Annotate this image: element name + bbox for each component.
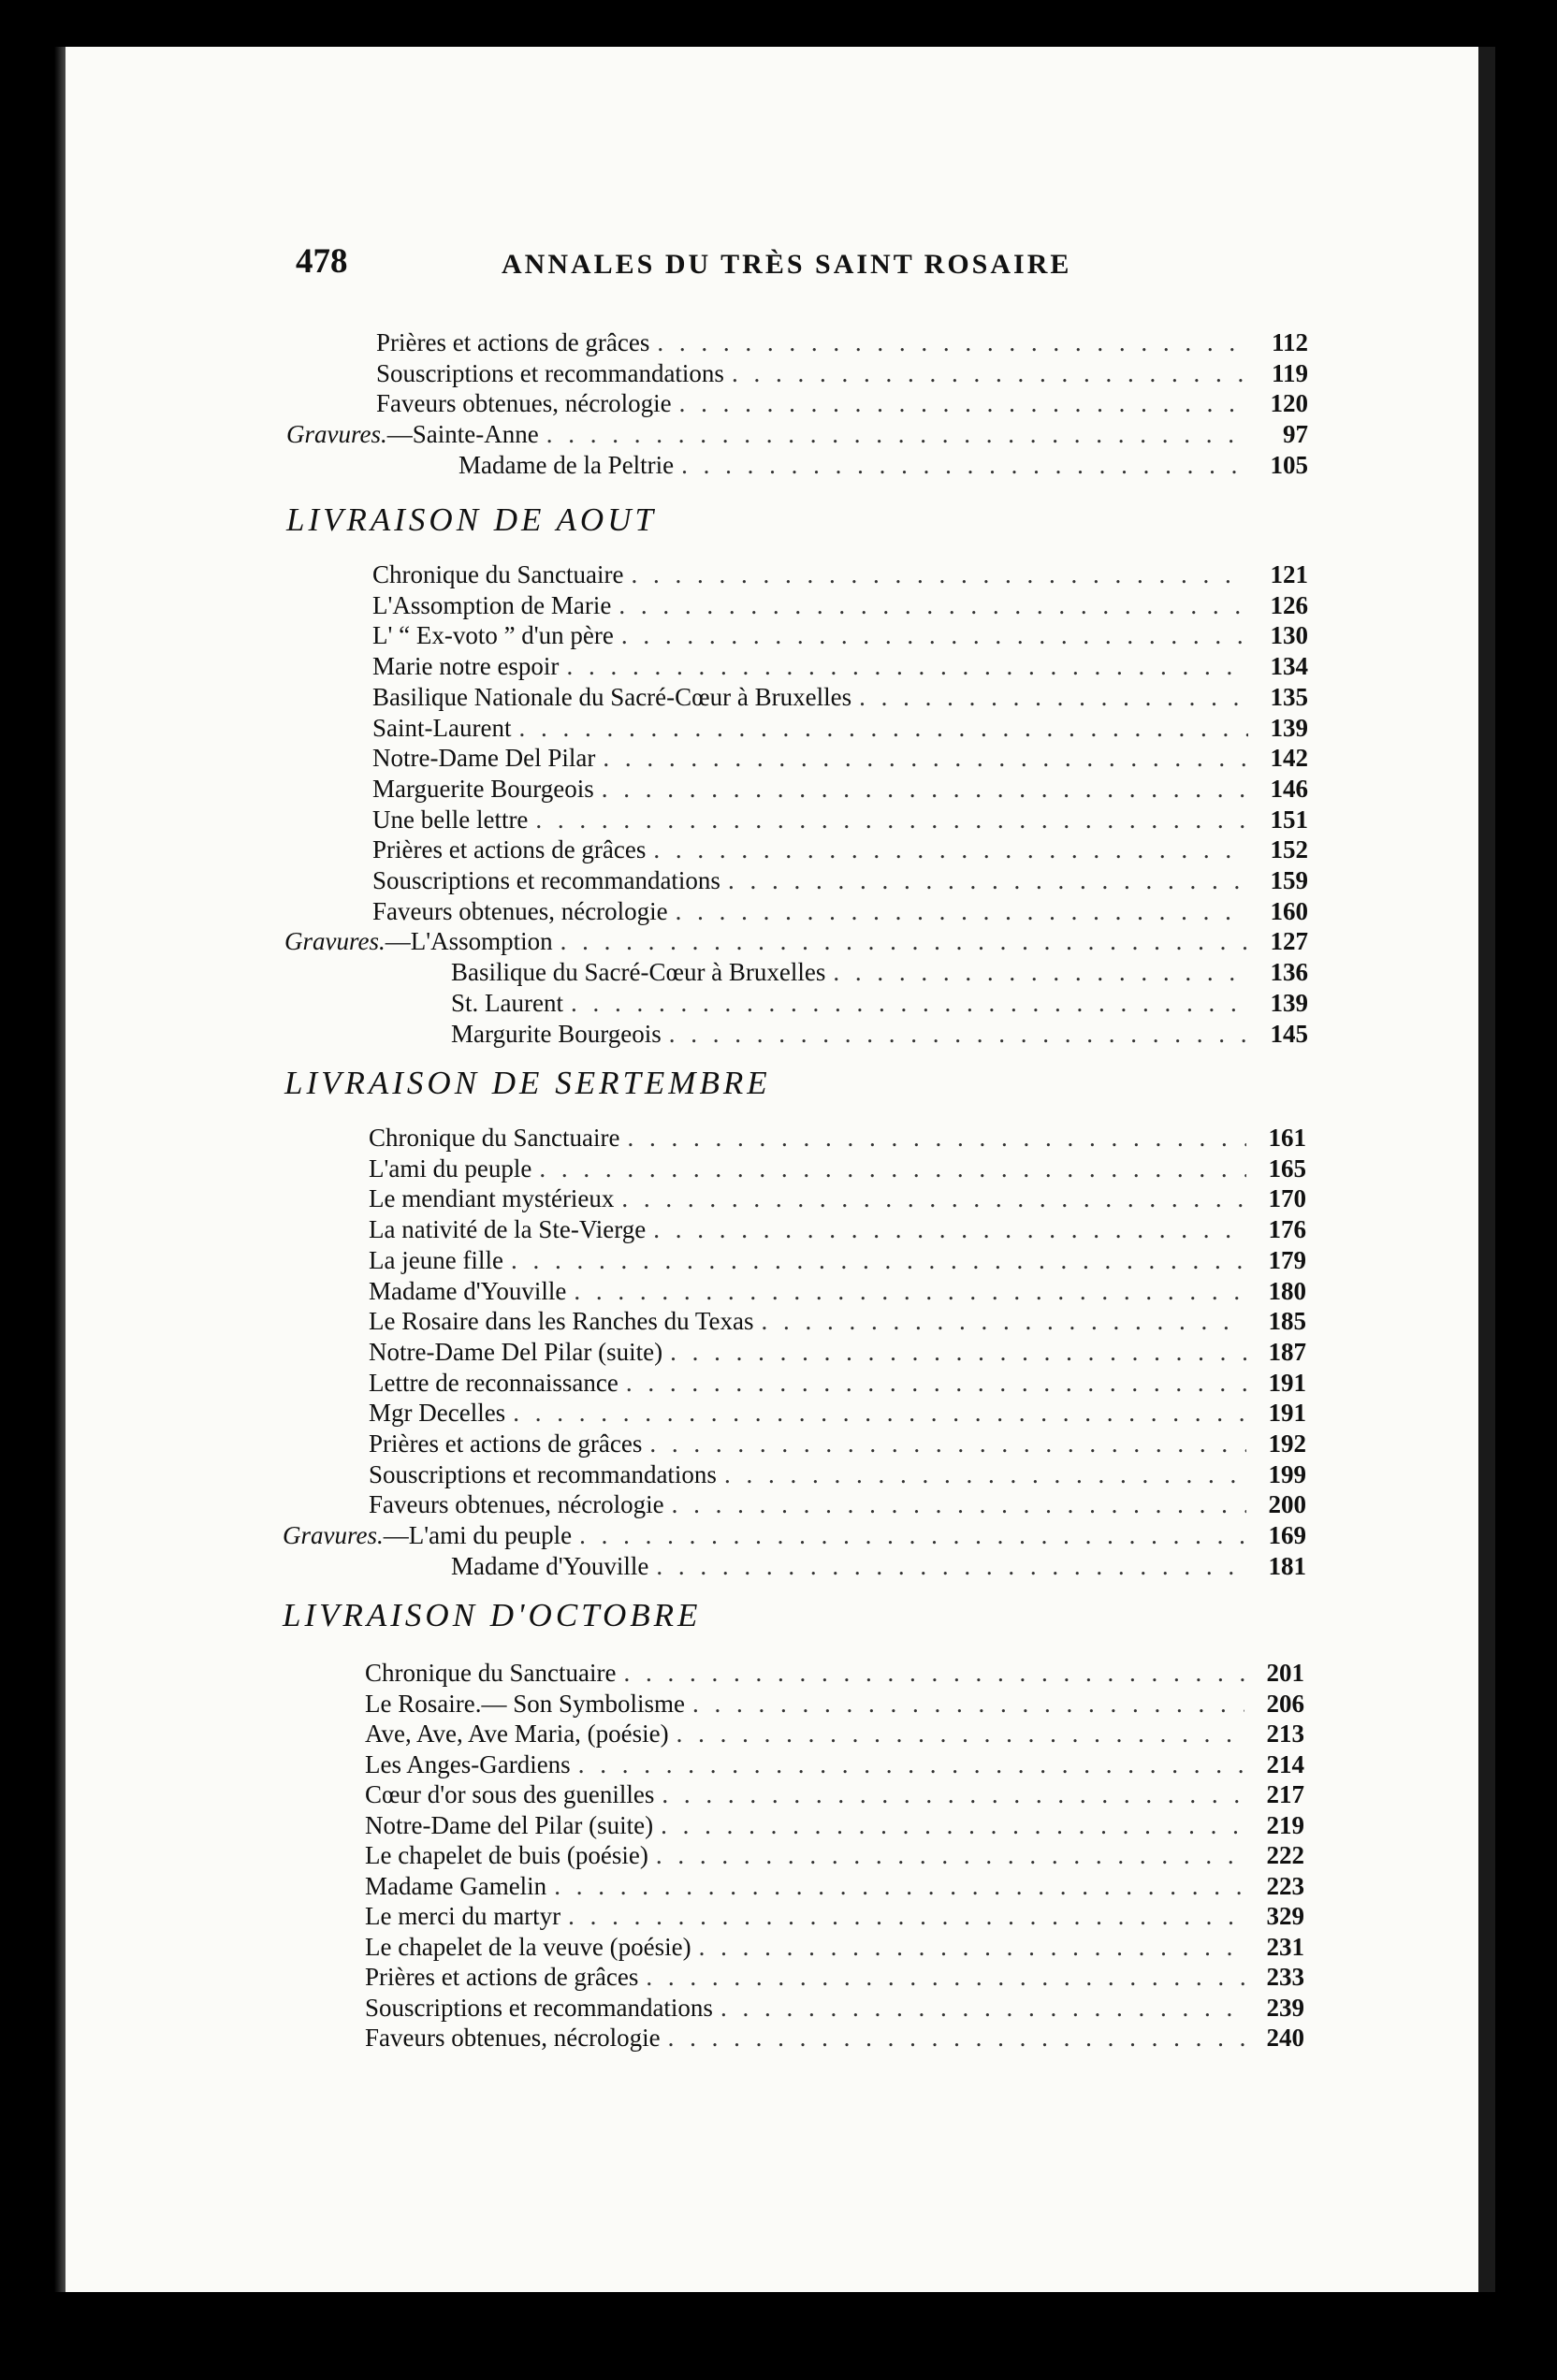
toc-entry-title (372, 774, 594, 804)
dot-leader (677, 1719, 1244, 1749)
toc-entry-page-number: 169 (1268, 1521, 1306, 1550)
toc-entry-page-number: 170 (1268, 1184, 1306, 1213)
toc-entry-page-number: 213 (1266, 1720, 1304, 1748)
toc-entry (369, 1306, 1306, 1336)
toc-entry (451, 988, 1308, 1018)
toc-entry-title (369, 1154, 531, 1183)
toc-entry-page-number: 217 (1266, 1780, 1304, 1808)
toc-entry-page-number: 200 (1268, 1490, 1306, 1519)
toc-entry-page-number: 112 (1271, 328, 1308, 356)
dot-leader (535, 805, 1248, 834)
dot-leader (720, 1993, 1244, 2023)
toc-entry-page-number: 139 (1270, 988, 1308, 1017)
toc-entry-title (369, 1398, 505, 1428)
dot-leader (732, 358, 1248, 388)
toc-entry-title (372, 865, 720, 895)
toc-entry (458, 450, 1308, 480)
toc-entry-page-number: 199 (1268, 1459, 1306, 1488)
toc-entry-page-number: 192 (1268, 1429, 1306, 1458)
toc-entry-page-number: 165 (1268, 1154, 1306, 1183)
toc-entry-page-number: 201 (1266, 1659, 1304, 1687)
dot-leader (579, 1520, 1246, 1550)
toc-entry-title (365, 1810, 653, 1840)
dot-leader (603, 743, 1248, 773)
toc-entry-title (376, 388, 672, 418)
toc-entry (372, 896, 1308, 926)
toc-entry-title (372, 620, 614, 650)
toc-entry (372, 559, 1308, 589)
toc-entry-page-number: 142 (1270, 744, 1308, 773)
toc-entry-label: Madame de la Peltrie (458, 450, 675, 479)
toc-entry-label: Marie notre espoir (372, 652, 560, 681)
toc-entry-title (372, 682, 851, 712)
dot-leader (646, 1962, 1244, 1992)
toc-entry-title (369, 1183, 614, 1213)
toc-entry-title (365, 1779, 654, 1809)
toc-entry (365, 1719, 1304, 1749)
dot-leader (679, 388, 1248, 418)
toc-entry (372, 651, 1308, 681)
toc-entry (369, 1276, 1306, 1306)
toc-entry-title (369, 1429, 642, 1458)
toc-entry-title (365, 1840, 648, 1870)
dot-leader (656, 1840, 1244, 1870)
toc-entry-title (451, 957, 825, 987)
toc-entry-page-number: 130 (1270, 621, 1308, 650)
toc-entry-title (284, 926, 553, 956)
toc-entry (369, 1429, 1306, 1458)
toc-entry-page-number: 151 (1270, 805, 1308, 834)
toc-entry-page-number: 219 (1266, 1810, 1304, 1839)
toc-entry-page-number: 179 (1268, 1245, 1306, 1274)
dot-leader (681, 450, 1248, 480)
toc-entry (372, 682, 1308, 712)
toc-entry-title (376, 327, 649, 357)
toc-entry-label: Le Rosaire.— Son Symbolisme (365, 1689, 685, 1718)
toc-entry (372, 713, 1308, 743)
toc-entry (369, 1154, 1306, 1183)
toc-entry-label: Basilique du Sacré-Cœur à Bruxelles (451, 958, 826, 987)
toc-entry-title (372, 590, 611, 620)
toc-entry-title (283, 1520, 572, 1550)
toc-entry-title (369, 1489, 664, 1519)
toc-entry-label: Une belle lettre (372, 805, 529, 834)
toc-entry-page-number: 121 (1270, 560, 1308, 588)
toc-entry-title (365, 1901, 560, 1931)
toc-entry-title (372, 713, 511, 743)
toc-entry-prefix: Gravures. (284, 927, 386, 956)
toc-entry (283, 1520, 1306, 1550)
toc-entry-title (369, 1337, 662, 1367)
dot-leader (653, 1214, 1246, 1244)
toc-entry-label: Le Rosaire dans les Ranches du Texas (369, 1307, 754, 1336)
toc-entry (376, 327, 1308, 357)
toc-entry (372, 620, 1308, 650)
toc-entry-label: Chronique du Sanctuaire (365, 1659, 617, 1687)
dot-leader (657, 327, 1248, 357)
toc-entry-label: Cœur d'or sous des guenilles (365, 1780, 655, 1808)
toc-entry-title (369, 1245, 503, 1275)
toc-entry-title (369, 1276, 566, 1306)
toc-entry-page-number: 159 (1270, 866, 1308, 894)
toc-entry (365, 1993, 1304, 2023)
toc-entry (365, 1840, 1304, 1870)
toc-entry-label: Madame d'Youville (369, 1276, 567, 1305)
toc-entry-page-number: 135 (1270, 682, 1308, 711)
toc-entry-label: La nativité de la Ste-Vierge (369, 1215, 647, 1244)
dot-leader (653, 834, 1248, 864)
toc-entry-label: Souscriptions et recommandations (369, 1459, 717, 1488)
toc-entry-title (365, 1993, 713, 2023)
toc-entry-page-number: 136 (1270, 958, 1308, 987)
section-heading: LIVRAISON DE AOUT (286, 501, 657, 538)
toc-entry-title (372, 743, 595, 773)
dot-leader (833, 957, 1248, 987)
page-number: 478 (296, 242, 348, 281)
toc-entry-label: —L'Assomption (385, 927, 553, 956)
dot-leader (602, 774, 1248, 804)
toc-entry-title (365, 1658, 616, 1688)
toc-entry-title (372, 834, 646, 864)
toc-entry-page-number: 191 (1268, 1368, 1306, 1397)
toc-entry (369, 1245, 1306, 1275)
toc-entry (372, 805, 1308, 834)
toc-entry-page-number: 161 (1268, 1124, 1306, 1152)
toc-entry-title (369, 1214, 646, 1244)
dot-leader (859, 682, 1248, 712)
toc-entry (372, 834, 1308, 864)
toc-entry-label: Mgr Decelles (369, 1399, 506, 1428)
section-heading: LIVRAISON DE SERTEMBRE (284, 1065, 771, 1101)
toc-entry-title (372, 651, 559, 681)
toc-entry (286, 419, 1308, 449)
dot-leader (631, 559, 1248, 589)
toc-entry-page-number: 231 (1266, 1932, 1304, 1961)
toc-entry-page-number: 181 (1268, 1551, 1306, 1580)
toc-entry-page-number: 134 (1270, 652, 1308, 681)
dot-leader (578, 1749, 1244, 1779)
toc-entry-label: Chronique du Sanctuaire (369, 1124, 620, 1152)
toc-entry-label: Le mendiant mystérieux (369, 1184, 615, 1213)
toc-entry-label: Notre-Dame Del Pilar (suite) (369, 1337, 663, 1366)
dot-leader (728, 865, 1248, 895)
toc-entry-label: Chronique du Sanctuaire (372, 560, 624, 588)
toc-entry (365, 1749, 1304, 1779)
dot-leader (676, 896, 1248, 926)
toc-entry (365, 1689, 1304, 1719)
toc-entry-page-number: 206 (1266, 1689, 1304, 1718)
toc-entry-label: Faveurs obtenues, nécrologie (372, 896, 668, 925)
toc-entry (365, 2023, 1304, 2053)
toc-entry-title (369, 1306, 754, 1336)
toc-entry-page-number: 214 (1266, 1749, 1304, 1778)
toc-entry-label: Prières et actions de grâces (376, 328, 650, 356)
toc-entry-title (365, 1719, 669, 1749)
dot-leader (672, 1489, 1246, 1519)
dot-leader (621, 620, 1248, 650)
toc-entry-title (372, 559, 623, 589)
toc-entry-label: Lettre de reconnaissance (369, 1368, 618, 1397)
toc-entry-page-number: 120 (1270, 389, 1308, 418)
toc-entry-title (365, 1871, 546, 1901)
toc-entry (365, 1901, 1304, 1931)
toc-entry-label: Souscriptions et recommandations (376, 358, 724, 387)
toc-entry-page-number: 233 (1266, 1963, 1304, 1991)
toc-entry (372, 743, 1308, 773)
toc-entry-label: Souscriptions et recommandations (372, 866, 720, 894)
toc-entry-label: Notre-Dame Del Pilar (372, 744, 596, 773)
dot-leader (699, 1932, 1244, 1962)
dot-leader (518, 713, 1248, 743)
toc-entry-label: Prières et actions de grâces (372, 835, 647, 864)
binding-edge (1478, 47, 1495, 2292)
toc-entry (451, 957, 1308, 987)
toc-entry-title (365, 1932, 691, 1962)
toc-entry-title (372, 896, 668, 926)
toc-entry-label: —Sainte-Anne (386, 420, 539, 449)
toc-entry-label: St. Laurent (451, 988, 563, 1017)
dot-leader (511, 1245, 1246, 1275)
toc-entry-title (369, 1368, 618, 1398)
toc-entry-label: L' “ Ex-voto ” d'un père (372, 621, 614, 650)
dot-leader (668, 2023, 1244, 2053)
toc-entry-title (458, 450, 674, 480)
toc-entry-page-number: 191 (1268, 1399, 1306, 1428)
page-header (296, 241, 1344, 288)
toc-entry-page-number: 119 (1271, 358, 1308, 387)
dot-leader (513, 1398, 1246, 1428)
toc-entry-page-number: 97 (1283, 420, 1308, 449)
toc-entry-title (369, 1459, 717, 1489)
toc-entry (372, 590, 1308, 620)
dot-leader (554, 1871, 1244, 1901)
toc-entry-prefix: Gravures. (283, 1521, 384, 1550)
dot-leader (546, 419, 1248, 449)
toc-entry-label: Le merci du martyr (365, 1902, 561, 1930)
toc-entry-title (451, 988, 563, 1018)
toc-entry-label: Marguerite Bourgeois (372, 774, 594, 803)
toc-entry-page-number: 127 (1270, 927, 1308, 956)
toc-entry-label: —L'ami du peuple (383, 1521, 573, 1550)
toc-entry-page-number: 105 (1270, 450, 1308, 479)
toc-entry (451, 1551, 1306, 1581)
dot-leader (574, 1276, 1246, 1306)
dot-leader (762, 1306, 1247, 1336)
toc-entry-label: L'Assomption de Marie (372, 590, 612, 619)
toc-entry-page-number: 187 (1268, 1337, 1306, 1366)
dot-leader (618, 590, 1248, 620)
toc-entry (365, 1779, 1304, 1809)
toc-entry (372, 774, 1308, 804)
toc-entry-label: Ave, Ave, Ave Maria, (poésie) (365, 1720, 669, 1748)
toc-entry-page-number: 126 (1270, 590, 1308, 619)
toc-entry (372, 865, 1308, 895)
dot-leader (669, 1019, 1248, 1049)
toc-entry-label: Faveurs obtenues, nécrologie (369, 1490, 664, 1519)
toc-entry-page-number: 180 (1268, 1276, 1306, 1305)
toc-entry-label: Souscriptions et recommandations (365, 1993, 713, 2022)
toc-entry-title (451, 1551, 648, 1581)
toc-entry-label: Prières et actions de grâces (365, 1963, 639, 1991)
toc-entry-label: Le chapelet de la veuve (poésie) (365, 1932, 691, 1961)
toc-entry (369, 1214, 1306, 1244)
toc-entry (365, 1962, 1304, 1992)
dot-leader (724, 1459, 1246, 1489)
toc-entry (284, 926, 1308, 956)
toc-entry (365, 1658, 1304, 1688)
dot-leader (692, 1689, 1244, 1719)
toc-entry-label: Margurite Bourgeois (451, 1019, 662, 1048)
toc-entry-label: Le chapelet de buis (poésie) (365, 1841, 648, 1869)
toc-entry-label: Madame d'Youville (451, 1551, 649, 1580)
toc-entry-label: Prières et actions de grâces (369, 1429, 643, 1458)
toc-entry (369, 1489, 1306, 1519)
toc-entry-page-number: 329 (1266, 1902, 1304, 1930)
dot-leader (626, 1368, 1246, 1398)
dot-leader (571, 988, 1248, 1018)
toc-entry-label: Saint-Laurent (372, 713, 512, 742)
toc-entry-page-number: 222 (1266, 1841, 1304, 1869)
toc-entry-page-number: 146 (1270, 774, 1308, 803)
dot-leader (621, 1183, 1246, 1213)
dot-leader (656, 1551, 1246, 1581)
toc-entry (369, 1337, 1306, 1367)
toc-entry-title (365, 1689, 685, 1719)
toc-entry-page-number: 139 (1270, 713, 1308, 742)
dot-leader (623, 1658, 1244, 1688)
toc-entry (369, 1368, 1306, 1398)
toc-entry-label: Faveurs obtenues, nécrologie (376, 389, 672, 418)
toc-entry-label: Les Anges-Gardiens (365, 1749, 571, 1778)
toc-entry (369, 1123, 1306, 1153)
toc-entry-label: Faveurs obtenues, nécrologie (365, 2024, 661, 2052)
dot-leader (670, 1337, 1246, 1367)
toc-entry-label: La jeune fille (369, 1245, 503, 1274)
dot-leader (539, 1154, 1246, 1183)
running-title: ANNALES DU TRÈS SAINT ROSAIRE (502, 249, 1072, 280)
toc-entry-page-number: 145 (1270, 1019, 1308, 1048)
toc-entry-label: Basilique Nationale du Sacré-Cœur à Bruxelles (372, 682, 852, 711)
toc-entry (365, 1932, 1304, 1962)
toc-entry-title (286, 419, 539, 449)
toc-entry-title (365, 2023, 661, 2053)
toc-entry-page-number: 152 (1270, 835, 1308, 864)
dot-leader (566, 651, 1248, 681)
toc-entry (451, 1019, 1308, 1049)
dot-leader (627, 1123, 1246, 1153)
toc-entry-title (451, 1019, 662, 1049)
toc-entry-label: Madame Gamelin (365, 1871, 547, 1900)
toc-entry (376, 358, 1308, 388)
toc-entry-prefix: Gravures. (286, 420, 387, 449)
dot-leader (649, 1429, 1246, 1458)
toc-entry-label: Notre-Dame del Pilar (suite) (365, 1810, 654, 1839)
toc-entry (365, 1871, 1304, 1901)
toc-entry-title (376, 358, 724, 388)
toc-entry (369, 1398, 1306, 1428)
toc-entry-title (372, 805, 528, 834)
dot-leader (568, 1901, 1244, 1931)
dot-leader (661, 1810, 1244, 1840)
toc-entry-page-number: 185 (1268, 1307, 1306, 1336)
toc-entry-page-number: 176 (1268, 1215, 1306, 1244)
toc-entry-label: L'ami du peuple (369, 1154, 532, 1183)
toc-entry-page-number: 239 (1266, 1993, 1304, 2022)
dot-leader (662, 1779, 1244, 1809)
toc-entry-page-number: 223 (1266, 1871, 1304, 1900)
toc-entry (369, 1459, 1306, 1489)
toc-entry-page-number: 160 (1270, 896, 1308, 925)
toc-entry (369, 1183, 1306, 1213)
dot-leader (560, 926, 1248, 956)
toc-entry-title (369, 1123, 619, 1153)
toc-entry-title (365, 1962, 638, 1992)
toc-entry-page-number: 240 (1266, 2024, 1304, 2052)
toc-entry (376, 388, 1308, 418)
toc-entry (365, 1810, 1304, 1840)
section-heading: LIVRAISON D'OCTOBRE (283, 1597, 702, 1633)
toc-entry-title (365, 1749, 571, 1779)
